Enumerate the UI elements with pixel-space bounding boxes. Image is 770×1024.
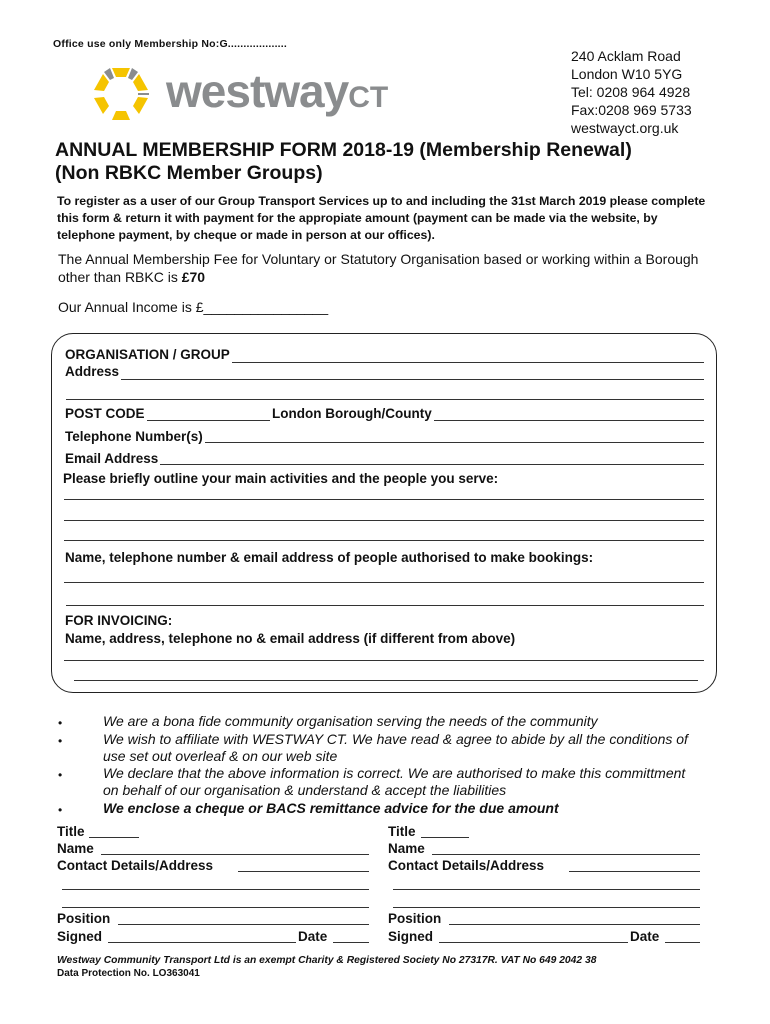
date-line-left[interactable] — [333, 942, 369, 943]
contact-line-left[interactable] — [238, 871, 369, 872]
title-label-right: Title — [388, 824, 416, 839]
invoicing-line-2[interactable] — [74, 680, 698, 681]
title-label-left: Title — [57, 824, 85, 839]
signed-label-left: Signed — [57, 929, 103, 944]
address-line: 240 Acklam Road — [571, 48, 681, 64]
name-line-right[interactable] — [432, 854, 700, 855]
invoicing-line-1[interactable] — [64, 660, 704, 661]
authorised-line-2[interactable] — [66, 605, 704, 606]
position-line-right[interactable] — [449, 924, 700, 925]
invoicing-title: FOR INVOICING: — [65, 613, 173, 628]
name-label-left: Name — [57, 841, 94, 856]
email-line[interactable] — [66, 464, 704, 465]
bullet: • — [58, 734, 63, 748]
declaration-item: We enclose a cheque or BACS remittance advice for the due amount — [103, 800, 559, 816]
date-label-left: Date — [298, 929, 328, 944]
signed-line-right[interactable] — [439, 942, 628, 943]
title-line-left[interactable] — [89, 837, 139, 838]
fax-line: Fax:0208 969 5733 — [571, 102, 692, 118]
declaration-item: We declare that the above information is correct. We are authorised to make this committment on behalf of our organisation & understand & accept the liabilities — [103, 765, 686, 798]
address-line-2[interactable] — [66, 399, 704, 400]
contact-extra-line-right-2[interactable] — [393, 907, 700, 908]
contact-extra-line-right-1[interactable] — [393, 889, 700, 890]
name-label-right: Name — [388, 841, 425, 856]
bullet: • — [58, 803, 63, 817]
fee-amount: £70 — [181, 269, 206, 285]
position-label-left: Position — [57, 911, 111, 926]
website-line: westwayct.org.uk — [571, 120, 679, 136]
address-label: Address — [65, 364, 120, 379]
authorised-line-1[interactable] — [64, 582, 704, 583]
activities-line-3[interactable] — [64, 540, 704, 541]
logo-circle-icon — [92, 64, 154, 124]
activities-label: Please briefly outline your main activities and the people you serve: — [63, 471, 499, 486]
declaration-item: We wish to affiliate with WESTWAY CT. We have read & agree to abide by all the conditions of use set out overleaf & on our web site — [103, 731, 688, 764]
logo-wordmark: westwayCT — [166, 65, 389, 117]
annual-income-field[interactable]: Our Annual Income is £________________ — [58, 299, 329, 315]
signed-label-right: Signed — [388, 929, 434, 944]
declaration-item: We are a bona fide community organisation serving the needs of the community — [103, 713, 598, 729]
title-line-right[interactable] — [421, 837, 469, 838]
position-line-left[interactable] — [118, 924, 369, 925]
authorised-label: Name, telephone number & email address of people authorised to make bookings: — [65, 550, 594, 565]
contact-line-right[interactable] — [569, 871, 700, 872]
charity-footer: Westway Community Transport Ltd is an exempt Charity & Registered Society No 27317R. VAT No 649 2042 38 — [57, 955, 597, 966]
activities-line-1[interactable] — [64, 499, 704, 500]
phone-line: Tel: 0208 964 4928 — [571, 84, 691, 100]
office-use-label: Office use only Membership No:G................... — [53, 38, 288, 50]
form-title: ANNUAL MEMBERSHIP FORM 2018-19 (Membership Renewal) (Non RBKC Member Groups) — [55, 139, 632, 184]
email-label: Email Address — [65, 451, 159, 466]
data-protection-footer: Data Protection No. LO363041 — [57, 968, 200, 979]
bullet: • — [58, 768, 63, 782]
date-label-right: Date — [630, 929, 660, 944]
intro-paragraph: To register as a user of our Group Transport Services up to and including the 31st March 2019 please complete this form & return it with payment for the appropiate amount (payment can be made via the website, by telephone payment, by cheque or made in person at our offices). — [57, 194, 706, 242]
address-line: London W10 5YG — [571, 66, 683, 82]
signed-line-left[interactable] — [108, 942, 296, 943]
contact-extra-line-left-2[interactable] — [62, 907, 369, 908]
telephone-label: Telephone Number(s) — [65, 429, 203, 444]
organisation-details-box — [51, 333, 717, 693]
date-line-right[interactable] — [665, 942, 700, 943]
invoicing-detail: Name, address, telephone no & email address (if different from above) — [65, 631, 516, 646]
name-line-left[interactable] — [101, 854, 369, 855]
position-label-right: Position — [388, 911, 442, 926]
borough-label: London Borough/County — [272, 406, 432, 421]
organisation-address — [571, 47, 692, 137]
fee-paragraph: The Annual Membership Fee for Voluntary or Statutory Organisation based or working within a Borough other than RBKC is £70 — [58, 251, 699, 285]
postcode-label: POST CODE — [65, 406, 145, 421]
address-line-1[interactable] — [66, 379, 704, 380]
organisation-label: ORGANISATION / GROUP — [65, 347, 230, 362]
westway-ct-logo — [92, 64, 392, 122]
bullet: • — [58, 716, 63, 730]
contact-label-right: Contact Details/Address — [388, 858, 545, 873]
activities-line-2[interactable] — [64, 520, 704, 521]
contact-label-left: Contact Details/Address — [57, 858, 214, 873]
contact-extra-line-left-1[interactable] — [62, 889, 369, 890]
